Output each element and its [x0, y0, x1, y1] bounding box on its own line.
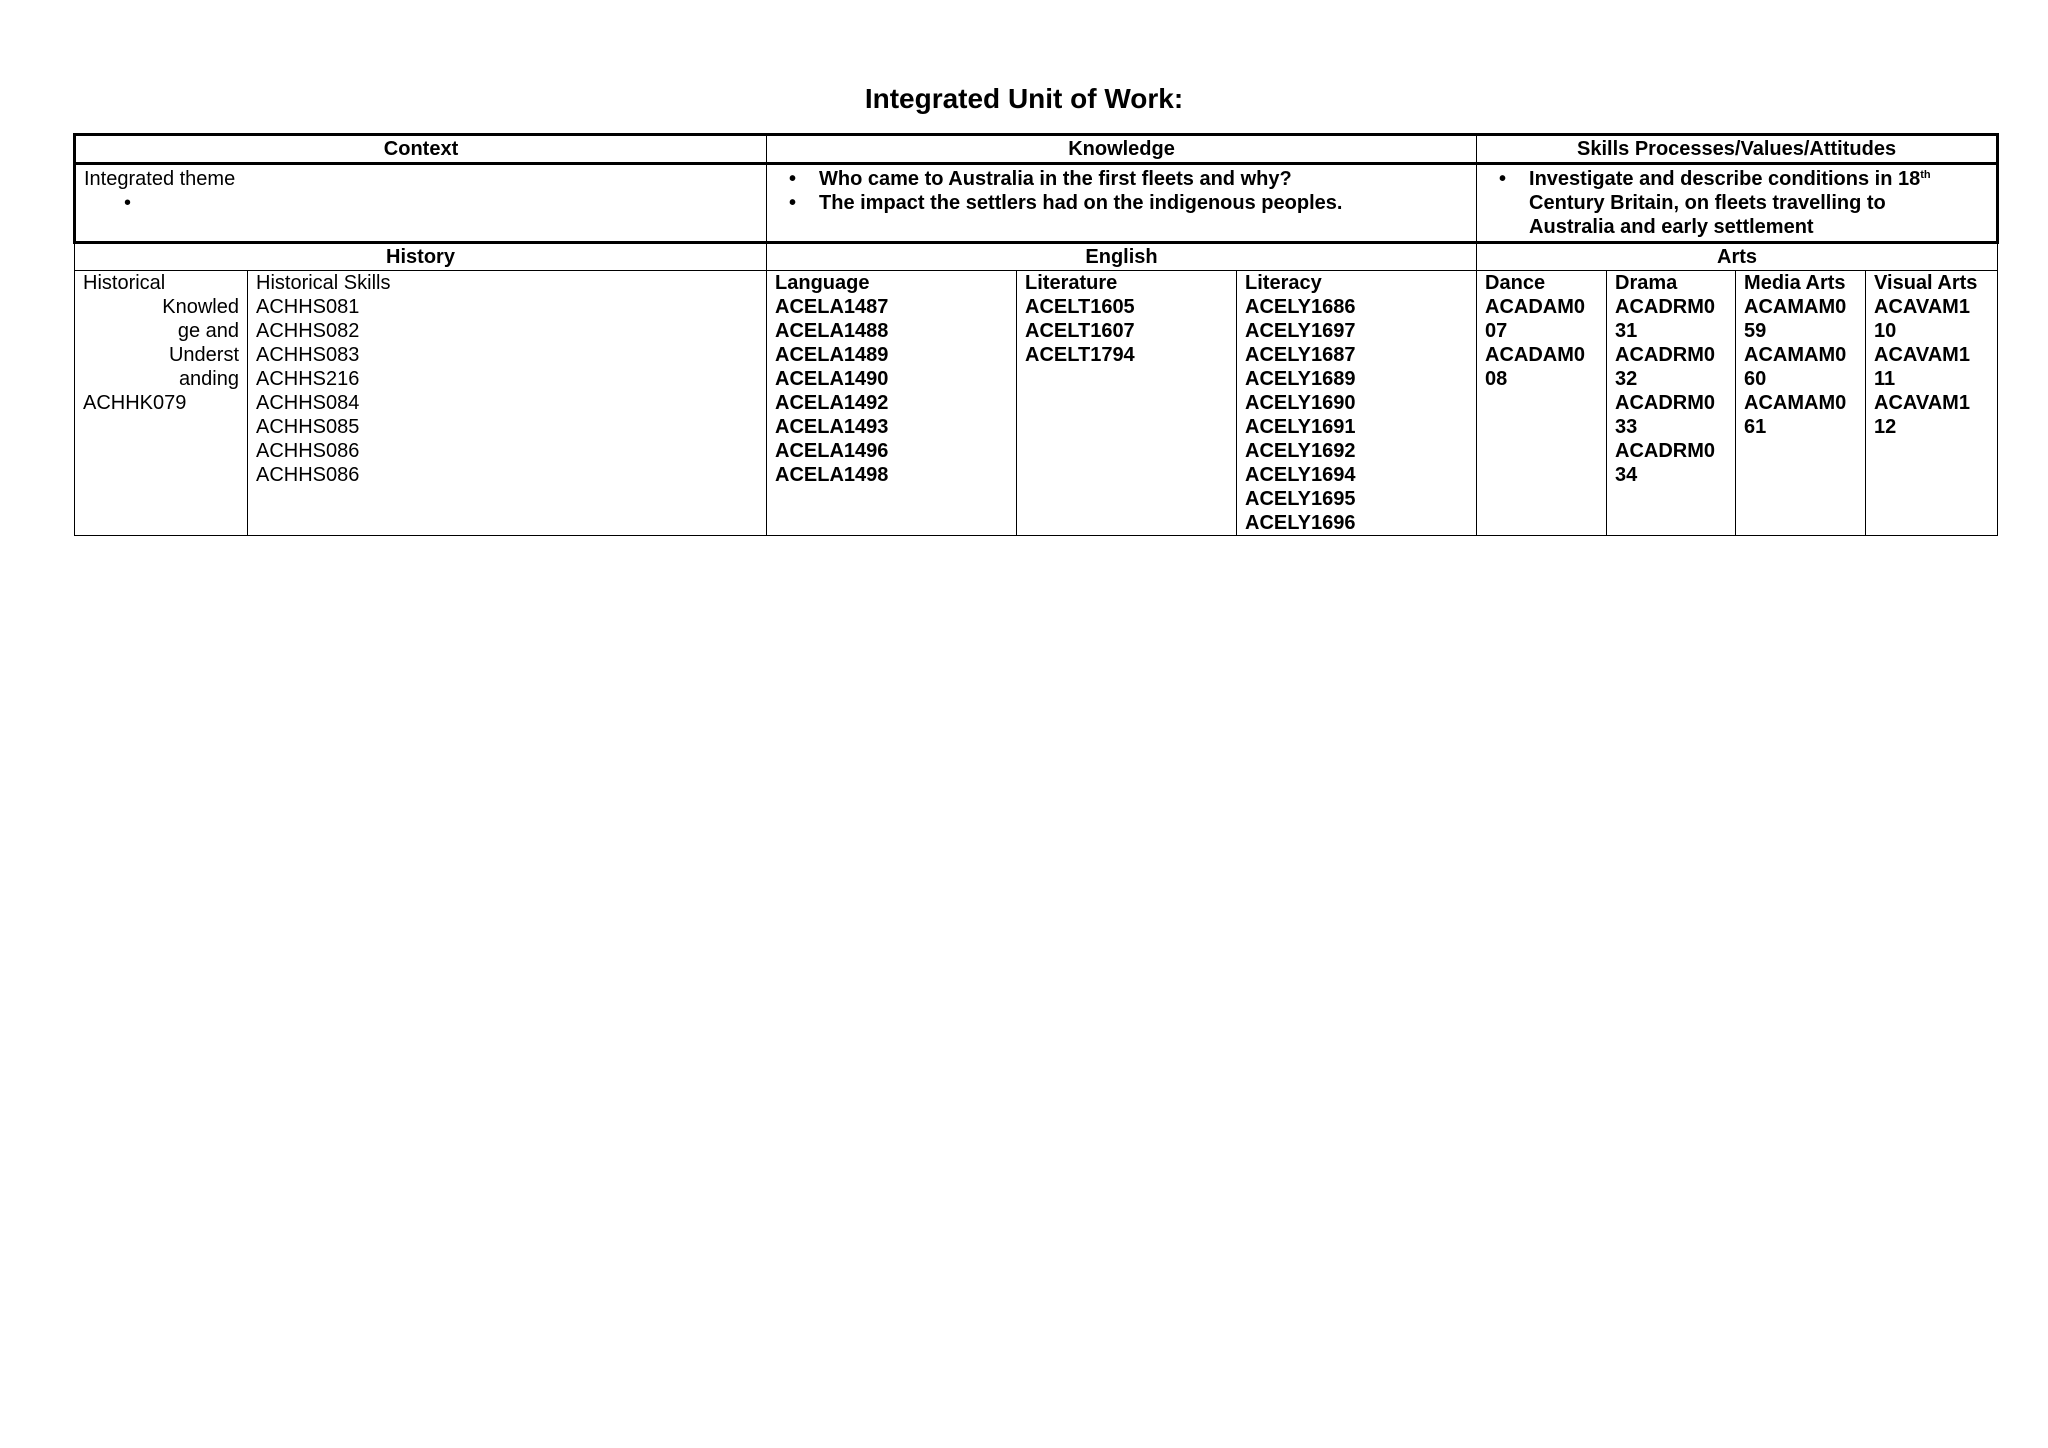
knowledge-list [775, 167, 1468, 215]
code-line: ACADRM0 [1615, 344, 1716, 366]
hk-line: Knowled [162, 296, 239, 318]
code-line: ACHHS086 [256, 464, 360, 486]
literature-heading: Literature [1025, 272, 1118, 294]
code-line: 32 [1615, 368, 1638, 390]
hk-code: ACHHK079 [83, 392, 187, 414]
code-line: ACELA1493 [775, 416, 889, 438]
english-language-cell [767, 271, 1017, 536]
code-line: 31 [1615, 320, 1638, 342]
code-line: ACHHS216 [256, 368, 360, 390]
english-literacy-cell [1237, 271, 1477, 536]
code-line: ACELY1695 [1245, 488, 1356, 510]
skills-item-text: Investigate and describe conditions in 18 [1529, 168, 1921, 190]
code-line: ACAVAM1 [1874, 296, 1970, 318]
code-line: ACADAM0 [1485, 296, 1586, 318]
code-line: ACADRM0 [1615, 296, 1716, 318]
code-line: 07 [1485, 320, 1508, 342]
code-line: ACELY1694 [1245, 464, 1356, 486]
code-line: ACELA1490 [775, 368, 889, 390]
code-line: ACELY1689 [1245, 368, 1356, 390]
code-line: ACAVAM1 [1874, 392, 1970, 414]
language-heading: Language [775, 272, 870, 294]
code-line: 34 [1615, 464, 1638, 486]
code-line: ACAMAM0 [1744, 344, 1847, 366]
code-line: ACHHS082 [256, 320, 360, 342]
context-cell [75, 164, 767, 243]
english-header: English [767, 243, 1477, 271]
code-line: 60 [1744, 368, 1767, 390]
section-header-row [75, 135, 1998, 164]
skills-header: Skills Processes/Values/Attitudes [1477, 135, 1998, 164]
arts-drama-cell [1607, 271, 1736, 536]
skills-item-superscript: th [1920, 169, 1931, 181]
knowledge-header: Knowledge [767, 135, 1477, 164]
page-title: Integrated Unit of Work: [864, 83, 1184, 114]
integrated-theme-label: Integrated theme [84, 168, 236, 190]
code-line: ACAMAM0 [1744, 296, 1847, 318]
code-line: ACELA1492 [775, 392, 889, 414]
dance-heading: Dance [1485, 272, 1546, 294]
code-line: ACHHS085 [256, 416, 360, 438]
visual-arts-heading: Visual Arts [1874, 272, 1978, 294]
code-line: ACAMAM0 [1744, 392, 1847, 414]
drama-heading: Drama [1615, 272, 1678, 294]
code-line: ACELY1697 [1245, 320, 1356, 342]
code-line: ACADAM0 [1485, 344, 1586, 366]
literacy-heading: Literacy [1245, 272, 1322, 294]
codes-row [75, 271, 1998, 536]
code-line: ACADRM0 [1615, 392, 1716, 414]
hk-line: anding [178, 368, 239, 390]
code-line: ACELY1687 [1245, 344, 1356, 366]
arts-header: Arts [1477, 243, 1998, 271]
knowledge-cell [767, 164, 1477, 243]
empty-bullet: • [124, 192, 132, 214]
history-skills-cell [248, 271, 767, 536]
hk-line: ge and [177, 320, 239, 342]
code-line: ACELA1489 [775, 344, 889, 366]
arts-media-cell [1736, 271, 1866, 536]
arts-visual-cell [1866, 271, 1998, 536]
code-line: 61 [1744, 416, 1767, 438]
code-line: ACELY1686 [1245, 296, 1356, 318]
code-line: ACELY1691 [1245, 416, 1356, 438]
knowledge-item: • Who came to Australia in the first fleets and why? [819, 167, 1468, 191]
skills-list [1485, 167, 1988, 239]
english-literature-cell [1017, 271, 1237, 536]
skills-cell [1477, 164, 1998, 243]
code-line: ACHHS083 [256, 344, 360, 366]
code-line: ACHHS084 [256, 392, 360, 414]
unit-of-work-table [73, 133, 1999, 536]
code-line: ACELA1498 [775, 464, 889, 486]
code-line: ACELT1607 [1025, 320, 1135, 342]
code-line: ACADRM0 [1615, 440, 1716, 462]
hk-line: Historical [83, 272, 166, 294]
code-line: ACELY1690 [1245, 392, 1356, 414]
code-line: 33 [1615, 416, 1638, 438]
code-line: 11 [1874, 368, 1896, 390]
code-line: ACHHS086 [256, 440, 360, 462]
code-line: ACELY1696 [1245, 512, 1356, 534]
code-line: ACELA1496 [775, 440, 889, 462]
hk-line: Underst [168, 344, 239, 366]
context-header: Context [75, 135, 767, 164]
code-line: ACAVAM1 [1874, 344, 1970, 366]
skills-item-line: Australia and early settlement [1529, 216, 1814, 238]
code-line: ACELY1692 [1245, 440, 1356, 462]
code-line: ACELT1794 [1025, 344, 1135, 366]
history-header: History [75, 243, 767, 271]
code-line: 59 [1744, 320, 1767, 342]
history-skills-heading: Historical Skills [256, 272, 391, 294]
arts-dance-cell [1477, 271, 1607, 536]
code-line: ACELA1488 [775, 320, 889, 342]
subject-header-row [75, 243, 1998, 271]
history-knowledge-cell [75, 271, 248, 536]
theme-row [75, 164, 1998, 243]
skills-item [1529, 167, 1988, 239]
code-line: ACHHS081 [256, 296, 360, 318]
media-arts-heading: Media Arts [1744, 272, 1846, 294]
code-line: 12 [1874, 416, 1897, 438]
code-line: ACELT1605 [1025, 296, 1135, 318]
knowledge-item: • The impact the settlers had on the indigenous peoples. [819, 191, 1468, 215]
code-line: ACELA1487 [775, 296, 889, 318]
skills-item-line: Century Britain, on fleets travelling to [1529, 192, 1886, 214]
code-line: 08 [1485, 368, 1508, 390]
code-line: 10 [1874, 320, 1897, 342]
